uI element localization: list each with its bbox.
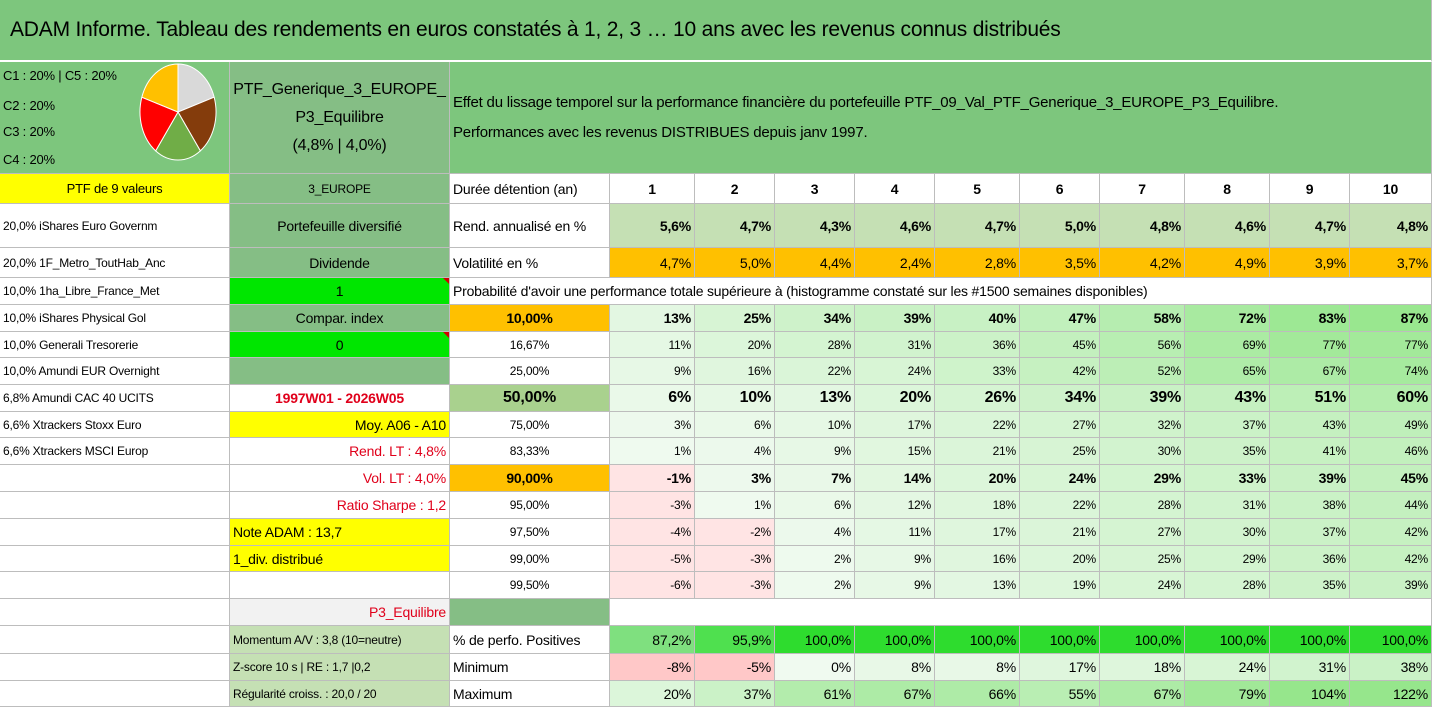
quantile-value: -3%	[695, 572, 775, 599]
quantile-value: 11%	[610, 332, 695, 358]
empty-cell	[450, 599, 610, 626]
side-moy: Moy. A06 - A10	[230, 412, 450, 438]
quantile-value: 7%	[775, 465, 855, 492]
side-momentum: Momentum A/V : 3,8 (10=neutre)	[230, 626, 450, 654]
quantile-value: 33%	[935, 358, 1020, 385]
allocation-pie-icon	[138, 62, 218, 172]
quantile-value: 65%	[1185, 358, 1270, 385]
pos-value: 100,0%	[855, 626, 935, 654]
quantile-value: 42%	[1350, 519, 1432, 546]
pos-value: 100,0%	[1270, 626, 1350, 654]
quantile-label: 97,50%	[450, 519, 610, 546]
quantile-value: 83%	[1270, 305, 1350, 332]
max-value: 79%	[1185, 681, 1270, 707]
quantile-label: 99,50%	[450, 572, 610, 599]
holding-3: 10,0% 1ha_Libre_France_Met	[0, 278, 230, 305]
holding-6: 10,0% Amundi EUR Overnight	[0, 358, 230, 385]
side-period: 1997W01 - 2026W05	[230, 385, 450, 412]
quantile-value: -5%	[610, 546, 695, 572]
quantile-value: 3%	[610, 412, 695, 438]
vol-value: 2,8%	[935, 248, 1020, 278]
vol-label: Volatilité en %	[450, 248, 610, 278]
quantile-value: -3%	[610, 492, 695, 519]
quantile-value: 30%	[1185, 519, 1270, 546]
year-header: 4	[855, 174, 935, 204]
quantile-value: 38%	[1270, 492, 1350, 519]
quantile-label: 95,00%	[450, 492, 610, 519]
vol-value: 4,2%	[1100, 248, 1185, 278]
quantile-label: 25,00%	[450, 358, 610, 385]
quantile-value: 34%	[775, 305, 855, 332]
min-value: 38%	[1350, 654, 1432, 681]
quantile-value: 31%	[1185, 492, 1270, 519]
quantile-value: -2%	[695, 519, 775, 546]
min-value: 18%	[1100, 654, 1185, 681]
quantile-value: 77%	[1350, 332, 1432, 358]
side-regularite: Régularité croiss. : 20,0 / 20	[230, 681, 450, 707]
portfolio-name-line1: PTF_Generique_3_EUROPE_	[233, 80, 446, 98]
quantile-value: 4%	[695, 438, 775, 465]
quantile-value: 28%	[775, 332, 855, 358]
quantile-value: 77%	[1270, 332, 1350, 358]
quantile-value: 22%	[935, 412, 1020, 438]
quantile-value: 17%	[935, 519, 1020, 546]
min-label: Minimum	[450, 654, 610, 681]
quantile-value: 20%	[1020, 546, 1100, 572]
quantile-value: -4%	[610, 519, 695, 546]
quantile-value: 56%	[1100, 332, 1185, 358]
quantile-value: 31%	[855, 332, 935, 358]
max-value: 67%	[855, 681, 935, 707]
quantile-value: 17%	[855, 412, 935, 438]
alloc-c1-c5: C1 : 20% | C5 : 20%	[3, 68, 117, 83]
side-compar: Compar. index	[230, 305, 450, 332]
quantile-value: 32%	[1100, 412, 1185, 438]
quantile-value: 24%	[1100, 572, 1185, 599]
quantile-value: 39%	[1270, 465, 1350, 492]
quantile-value: 47%	[1020, 305, 1100, 332]
holding-4: 10,0% iShares Physical Gol	[0, 305, 230, 332]
holding-8: 6,6% Xtrackers Stoxx Euro	[0, 412, 230, 438]
vol-value: 3,5%	[1020, 248, 1100, 278]
max-label: Maximum	[450, 681, 610, 707]
report-title: ADAM Informe. Tableau des rendements en euros constatés à 1, 2, 3 … 10 ans avec les revenus connus distribués	[0, 0, 1432, 62]
quantile-value: 44%	[1350, 492, 1432, 519]
ptf-count: PTF de 9 valeurs	[0, 174, 230, 204]
empty-cell	[0, 519, 230, 546]
empty-cell	[0, 681, 230, 707]
side-diversified: Portefeuille diversifié	[230, 204, 450, 248]
quantile-value: 45%	[1350, 465, 1432, 492]
rend-value: 4,6%	[1185, 204, 1270, 248]
quantile-value: 40%	[935, 305, 1020, 332]
max-value: 55%	[1020, 681, 1100, 707]
quantile-value: 21%	[935, 438, 1020, 465]
alloc-c2: C2 : 20%	[3, 98, 55, 113]
holding-5: 10,0% Generali Tresorerie	[0, 332, 230, 358]
rend-value: 4,7%	[1270, 204, 1350, 248]
quantile-value: 27%	[1100, 519, 1185, 546]
quantile-value: 46%	[1350, 438, 1432, 465]
quantile-value: 24%	[855, 358, 935, 385]
quantile-value: 43%	[1270, 412, 1350, 438]
pos-value: 100,0%	[1100, 626, 1185, 654]
quantile-value: 72%	[1185, 305, 1270, 332]
quantile-value: 26%	[935, 385, 1020, 412]
min-value: 24%	[1185, 654, 1270, 681]
empty-cell	[230, 572, 450, 599]
quantile-value: 49%	[1350, 412, 1432, 438]
empty-cell	[230, 358, 450, 385]
year-header: 3	[775, 174, 855, 204]
quantile-value: 22%	[1020, 492, 1100, 519]
quantile-value: 16%	[935, 546, 1020, 572]
rend-value: 4,8%	[1100, 204, 1185, 248]
quantile-value: 42%	[1020, 358, 1100, 385]
pos-value: 100,0%	[1185, 626, 1270, 654]
year-header: 2	[695, 174, 775, 204]
portfolio-name-line3: (4,8% | 4,0%)	[292, 136, 387, 154]
year-header: 10	[1350, 174, 1432, 204]
quantile-value: 27%	[1020, 412, 1100, 438]
max-value: 66%	[935, 681, 1020, 707]
quantile-value: 22%	[775, 358, 855, 385]
quantile-value: -3%	[695, 546, 775, 572]
alloc-c3: C3 : 20%	[3, 124, 55, 139]
min-value: 8%	[935, 654, 1020, 681]
side-vol-lt: Vol. LT : 4,0%	[230, 465, 450, 492]
quantile-value: 21%	[1020, 519, 1100, 546]
quantile-value: 43%	[1185, 385, 1270, 412]
year-header: 5	[935, 174, 1020, 204]
holding-9: 6,6% Xtrackers MSCI Europ	[0, 438, 230, 465]
pos-value: 100,0%	[1350, 626, 1432, 654]
quantile-value: 33%	[1185, 465, 1270, 492]
vol-value: 4,4%	[775, 248, 855, 278]
pos-label: % de perfo. Positives	[450, 626, 610, 654]
quantile-value: 25%	[695, 305, 775, 332]
empty-cell	[0, 465, 230, 492]
empty-cell	[0, 546, 230, 572]
year-header: 1	[610, 174, 695, 204]
max-value: 122%	[1350, 681, 1432, 707]
quantile-value: 11%	[855, 519, 935, 546]
rend-label: Rend. annualisé en %	[450, 204, 610, 248]
empty-cell	[0, 492, 230, 519]
pos-value: 100,0%	[1020, 626, 1100, 654]
quantile-value: -6%	[610, 572, 695, 599]
duration-label: Durée détention (an)	[450, 174, 610, 204]
max-value: 61%	[775, 681, 855, 707]
empty-cell	[0, 572, 230, 599]
quantile-value: 87%	[1350, 305, 1432, 332]
quantile-value: 20%	[935, 465, 1020, 492]
quantile-value: 25%	[1020, 438, 1100, 465]
vol-value: 3,9%	[1270, 248, 1350, 278]
quantile-value: 51%	[1270, 385, 1350, 412]
quantile-value: 37%	[1270, 519, 1350, 546]
quantile-value: 9%	[855, 546, 935, 572]
quantile-value: 28%	[1100, 492, 1185, 519]
max-value: 37%	[695, 681, 775, 707]
quantile-value: 39%	[1350, 572, 1432, 599]
holding-2: 20,0% 1F_Metro_ToutHab_Anc	[0, 248, 230, 278]
quantile-value: 20%	[695, 332, 775, 358]
quantile-value: 69%	[1185, 332, 1270, 358]
quantile-value: 29%	[1100, 465, 1185, 492]
rend-value: 4,7%	[935, 204, 1020, 248]
quantile-label: 10,00%	[450, 305, 610, 332]
min-value: 31%	[1270, 654, 1350, 681]
pos-value: 95,9%	[695, 626, 775, 654]
quantile-value: 9%	[775, 438, 855, 465]
quantile-value: 36%	[935, 332, 1020, 358]
year-header: 8	[1185, 174, 1270, 204]
side-one: 1	[230, 278, 450, 305]
quantile-value: 60%	[1350, 385, 1432, 412]
pos-value: 100,0%	[935, 626, 1020, 654]
pos-value: 100,0%	[775, 626, 855, 654]
allocation-block	[0, 62, 230, 174]
quantile-value: 35%	[1270, 572, 1350, 599]
rend-value: 4,7%	[695, 204, 775, 248]
quantile-label: 90,00%	[450, 465, 610, 492]
quantile-label: 16,67%	[450, 332, 610, 358]
vol-value: 5,0%	[695, 248, 775, 278]
quantile-value: 6%	[695, 412, 775, 438]
quantile-value: 6%	[610, 385, 695, 412]
quantile-label: 50,00%	[450, 385, 610, 412]
min-value: -5%	[695, 654, 775, 681]
min-value: -8%	[610, 654, 695, 681]
year-header: 7	[1100, 174, 1185, 204]
quantile-value: 15%	[855, 438, 935, 465]
side-dividend: Dividende	[230, 248, 450, 278]
quantile-value: 1%	[695, 492, 775, 519]
side-zscore: Z-score 10 s | RE : 1,7 |0,2	[230, 654, 450, 681]
empty-cell	[0, 599, 230, 626]
empty-cell	[0, 626, 230, 654]
quantile-value: 13%	[935, 572, 1020, 599]
empty-cell	[0, 654, 230, 681]
quantile-value: 6%	[775, 492, 855, 519]
probability-label: Probabilité d'avoir une performance totale supérieure à (histogramme constaté sur les #1500 semaines disponibles)	[450, 278, 1432, 305]
quantile-value: 10%	[695, 385, 775, 412]
side-div: 1_div. distribué	[230, 546, 450, 572]
comment-marker-icon	[443, 332, 449, 338]
quantile-value: 30%	[1100, 438, 1185, 465]
vol-value: 2,4%	[855, 248, 935, 278]
alloc-c4: C4 : 20%	[3, 152, 55, 167]
quantile-value: 10%	[775, 412, 855, 438]
portfolio-name-line2: P3_Equilibre	[295, 108, 384, 126]
quantile-value: 52%	[1100, 358, 1185, 385]
side-note: Note ADAM : 13,7	[230, 519, 450, 546]
max-value: 67%	[1100, 681, 1185, 707]
min-value: 0%	[775, 654, 855, 681]
side-zero: 0	[230, 332, 450, 358]
quantile-value: 25%	[1100, 546, 1185, 572]
quantile-value: 35%	[1185, 438, 1270, 465]
vol-value: 4,9%	[1185, 248, 1270, 278]
comment-marker-icon	[443, 278, 449, 284]
rend-value: 4,3%	[775, 204, 855, 248]
quantile-value: 39%	[855, 305, 935, 332]
quantile-value: 9%	[855, 572, 935, 599]
quantile-value: 24%	[1020, 465, 1100, 492]
zone-label: 3_EUROPE	[230, 174, 450, 204]
holding-1: 20,0% iShares Euro Governm	[0, 204, 230, 248]
max-value: 20%	[610, 681, 695, 707]
quantile-value: 29%	[1185, 546, 1270, 572]
effect-line2: Performances avec les revenus DISTRIBUES depuis janv 1997.	[453, 123, 868, 141]
min-value: 8%	[855, 654, 935, 681]
quantile-value: 37%	[1185, 412, 1270, 438]
effect-description	[450, 62, 1432, 174]
quantile-value: 45%	[1020, 332, 1100, 358]
rend-value: 4,8%	[1350, 204, 1432, 248]
quantile-value: 14%	[855, 465, 935, 492]
rend-value: 5,0%	[1020, 204, 1100, 248]
quantile-value: 39%	[1100, 385, 1185, 412]
quantile-value: 13%	[610, 305, 695, 332]
quantile-value: 67%	[1270, 358, 1350, 385]
rend-value: 5,6%	[610, 204, 695, 248]
year-header: 6	[1020, 174, 1100, 204]
quantile-value: 1%	[610, 438, 695, 465]
vol-value: 3,7%	[1350, 248, 1432, 278]
max-value: 104%	[1270, 681, 1350, 707]
quantile-value: 4%	[775, 519, 855, 546]
quantile-value: 42%	[1350, 546, 1432, 572]
quantile-value: 41%	[1270, 438, 1350, 465]
quantile-value: 19%	[1020, 572, 1100, 599]
pos-value: 87,2%	[610, 626, 695, 654]
quantile-value: 28%	[1185, 572, 1270, 599]
side-rend-lt: Rend. LT : 4,8%	[230, 438, 450, 465]
quantile-value: 2%	[775, 572, 855, 599]
quantile-label: 75,00%	[450, 412, 610, 438]
min-value: 17%	[1020, 654, 1100, 681]
quantile-value: 16%	[695, 358, 775, 385]
quantile-label: 99,00%	[450, 546, 610, 572]
effect-line1: Effet du lissage temporel sur la performance financière du portefeuille PTF_09_Val_PTF_Generique_3_EUROPE_P3_Equilibre.	[453, 93, 1279, 111]
quantile-value: 12%	[855, 492, 935, 519]
holding-7: 6,8% Amundi CAC 40 UCITS	[0, 385, 230, 412]
quantile-value: 74%	[1350, 358, 1432, 385]
side-sharpe: Ratio Sharpe : 1,2	[230, 492, 450, 519]
quantile-value: 2%	[775, 546, 855, 572]
quantile-label: 83,33%	[450, 438, 610, 465]
quantile-value: 58%	[1100, 305, 1185, 332]
quantile-value: 18%	[935, 492, 1020, 519]
year-header: 9	[1270, 174, 1350, 204]
empty-cell	[610, 599, 1432, 626]
quantile-value: 20%	[855, 385, 935, 412]
portfolio-name-block	[230, 62, 450, 174]
rend-value: 4,6%	[855, 204, 935, 248]
vol-value: 4,7%	[610, 248, 695, 278]
quantile-value: 3%	[695, 465, 775, 492]
quantile-value: 9%	[610, 358, 695, 385]
quantile-value: -1%	[610, 465, 695, 492]
quantile-value: 34%	[1020, 385, 1100, 412]
side-profile: P3_Equilibre	[230, 599, 450, 626]
quantile-value: 13%	[775, 385, 855, 412]
quantile-value: 36%	[1270, 546, 1350, 572]
